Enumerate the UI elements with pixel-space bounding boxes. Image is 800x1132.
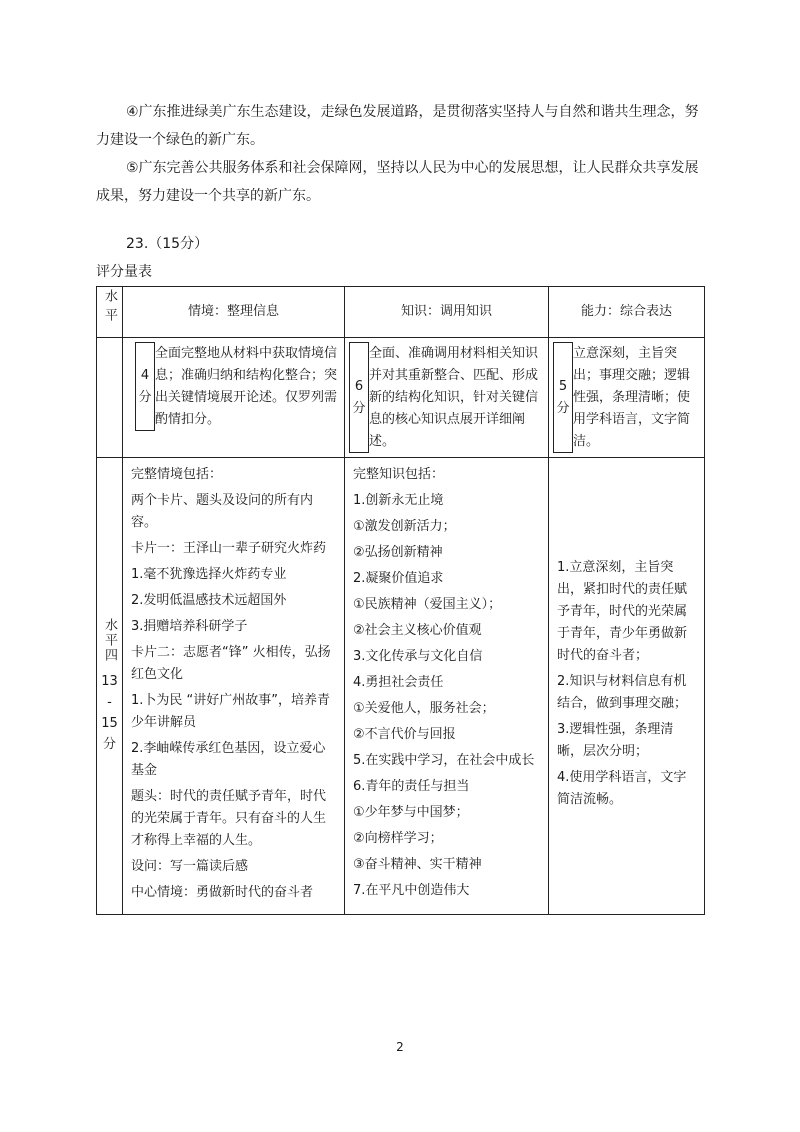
knowledge-line: ②向榜样学习； <box>353 831 443 846</box>
level-4-ability <box>549 458 705 915</box>
context-line: 卡片一：王泽山一辈子研究火炸药 <box>131 541 327 556</box>
context-line: 3.捐赠培养科研学子 <box>131 619 248 634</box>
knowledge-score: 6分 <box>350 343 369 453</box>
knowledge-line: 4.勇担社会责任 <box>353 675 444 690</box>
context-line: 2.李岫嵘传承红色基因，设立爱心基金 <box>131 741 326 778</box>
knowledge-line: ①民族精神（爱国主义）； <box>353 597 502 612</box>
ability-line: 3.逻辑性强，条理清晰，层次分明； <box>557 722 674 759</box>
header-context: 情境：整理信息 <box>123 287 345 338</box>
knowledge-criteria-text: 全面、准确调用材料相关知识并对其重新整合、匹配、形成新的结构化知识，针对关键信息的核心知识点展开详细阐述。 <box>369 345 539 449</box>
question-title: 23.（15分） <box>126 236 209 252</box>
context-line: 卡片二：志愿者“锋” 火相传，弘扬红色文化 <box>131 645 331 682</box>
knowledge-line: 完整知识包括： <box>353 467 445 482</box>
knowledge-line: ②弘扬创新精神 <box>353 545 443 560</box>
knowledge-line: ①少年梦与中国梦； <box>353 805 469 820</box>
ability-score: 5分 <box>554 343 573 453</box>
ability-line: 1.立意深刻，主旨突出，紧扣时代的责任赋予青年，时代的光荣属于青年，青少年勇做新时代的奋斗者； <box>557 560 688 663</box>
context-line: 题头：时代的责任赋予青年，时代的光荣属于青年。只有奋斗的人生才称得上幸福的人生。 <box>131 789 327 848</box>
context-line: 完整情境包括： <box>131 467 223 482</box>
score-row <box>97 338 705 458</box>
paragraph-item-5: ⑤广东完善公共服务体系和社会保障网，坚持以人民为中心的发展思想，让人民群众共享发展成果，努力建设一个共享的新广东。 <box>96 160 699 204</box>
knowledge-line: 2.凝聚价值追求 <box>353 571 444 586</box>
level-4-range-end: 15 <box>101 715 118 731</box>
level-4-row <box>97 458 705 915</box>
knowledge-line: 5.在实践中学习，在社会中成长 <box>353 753 535 768</box>
knowledge-line: 7.在平凡中创造伟大 <box>353 883 470 898</box>
level-4-knowledge <box>345 458 549 915</box>
knowledge-line: ①关爱他人，服务社会； <box>353 701 495 716</box>
knowledge-line: ①激发创新活力； <box>353 519 456 534</box>
level-4-context <box>123 458 345 915</box>
context-criteria-text: 全面完整地从材料中获取情境信息；准确归纳和结构化整合；突出关键情境展开论述。仅罗列需酌情扣分。 <box>155 345 338 427</box>
header-ability: 能力：综合表达 <box>549 287 705 338</box>
context-line: 1.毫不犹豫选择火炸药专业 <box>131 567 287 582</box>
page-number: 2 <box>396 1040 404 1054</box>
knowledge-score-cell <box>345 338 549 458</box>
context-line: 1.卜为民 “讲好广州故事”，培养青少年讲解员 <box>131 693 331 730</box>
context-line: 两个卡片、题头及设问的所有内容。 <box>131 493 314 530</box>
knowledge-line: ②社会主义核心价值观 <box>353 623 482 638</box>
score-row-level-cell <box>97 338 123 458</box>
header-knowledge: 知识：调用知识 <box>345 287 549 338</box>
knowledge-line: ②不言代价与回报 <box>353 727 456 742</box>
level-4-range-start: 13 <box>101 673 118 689</box>
knowledge-line: 1.创新永无止境 <box>353 493 444 508</box>
level-4-name: 水平四 <box>102 617 117 663</box>
context-line: 2.发明低温感技术远超国外 <box>131 593 287 608</box>
level-4-unit: 分 <box>102 736 116 752</box>
knowledge-line: ③奋斗精神、实干精神 <box>353 857 482 872</box>
context-line: 中心情境：勇做新时代的奋斗者 <box>131 885 314 900</box>
table-header-row <box>97 287 705 338</box>
ability-line: 4.使用学科语言，文字简洁流畅。 <box>557 770 687 807</box>
header-level-text: 水平 <box>102 289 117 327</box>
level-4-label <box>97 458 123 915</box>
paragraph-item-4: ④广东推进绿美广东生态建设，走绿色发展道路，是贯彻落实坚持人与自然和谐共生理念，努力建设一个绿色的新广东。 <box>96 104 699 148</box>
knowledge-line: 6.青年的责任与担当 <box>353 779 470 794</box>
ability-criteria-text: 立意深刻，主旨突出；事理交融；逻辑性强，条理清晰；使用学科语言，文字简洁。 <box>573 345 691 449</box>
context-score: 4分 <box>136 343 155 431</box>
table-caption: 评分量表 <box>96 264 152 280</box>
knowledge-line: 3.文化传承与文化自信 <box>353 649 483 664</box>
ability-score-cell <box>549 338 705 458</box>
context-score-cell <box>123 338 345 458</box>
level-4-range-dash: - <box>107 694 112 710</box>
rubric-table <box>96 286 705 915</box>
context-line: 设问：写一篇读后感 <box>131 859 249 874</box>
ability-line: 2.知识与材料信息有机结合，做到事理交融； <box>557 674 688 711</box>
header-level <box>97 287 123 338</box>
